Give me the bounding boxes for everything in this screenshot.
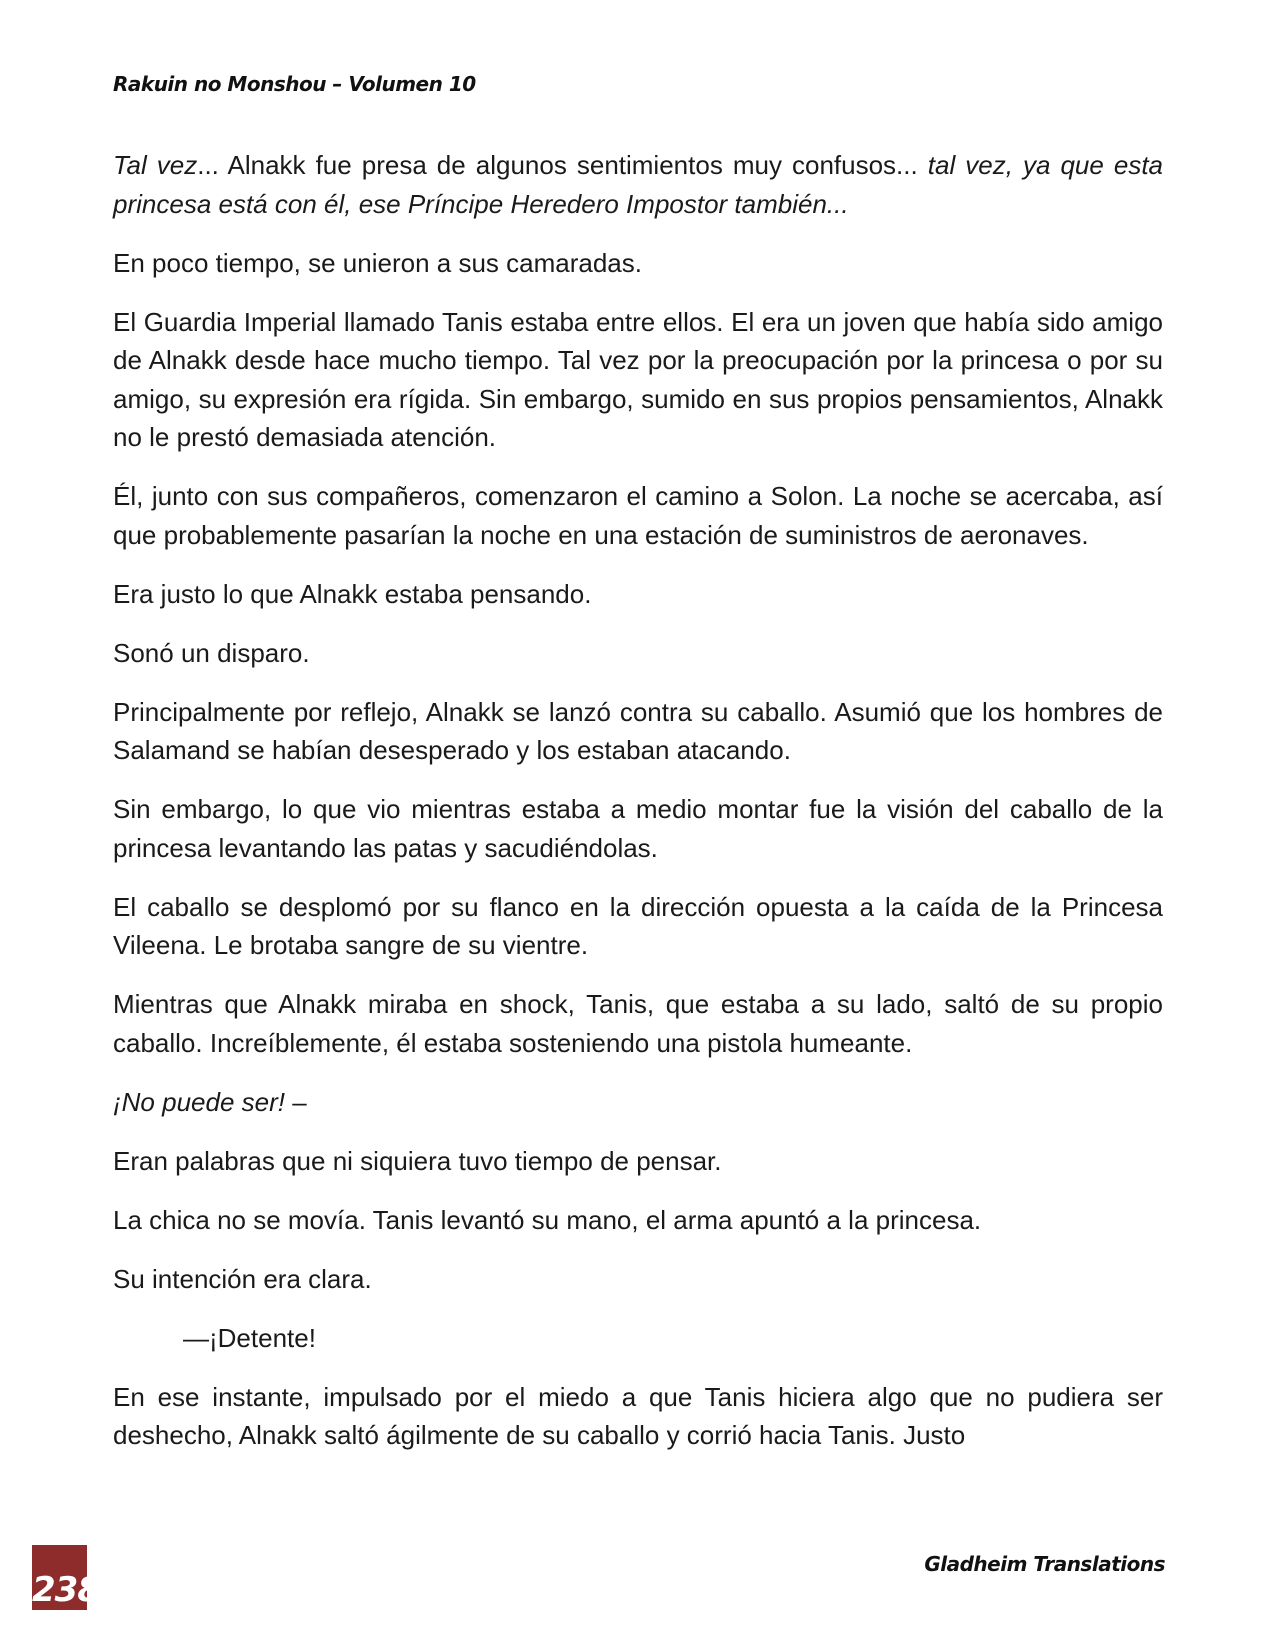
paragraph: Principalmente por reflejo, Alnakk se lanzó contra su caballo. Asumió que los hombres de Salamand se habían desesperado y los estaban atacando.	[113, 696, 1163, 765]
paragraph: En poco tiempo, se unieron a sus camaradas.	[113, 247, 642, 278]
text-span: ... Alnakk fue presa de algunos sentimientos muy confusos...	[197, 150, 928, 180]
italic-text-span: ¡No puede ser!	[113, 1086, 285, 1117]
paragraph: En ese instante, impulsado por el miedo a que Tanis hiciera algo que no pudiera ser deshecho, Alnakk saltó ágilmente de su caballo y corrió hacia Tanis. Justo	[113, 1381, 1163, 1450]
text-span: –	[284, 1086, 307, 1117]
footer-brand: Gladheim Translations	[924, 1552, 1165, 1576]
body-text	[113, 146, 1163, 1475]
paragraph: Mientras que Alnakk miraba en shock, Tanis, que estaba a su lado, saltó de su propio caballo. Increíblemente, él estaba sosteniendo una pistola humeante.	[113, 989, 1163, 1058]
paragraph: Sin embargo, lo que vio mientras estaba a medio montar fue la visión del caballo de la princesa levantando las patas y sacudiéndolas.	[113, 794, 1163, 863]
paragraph: Él, junto con sus compañeros, comenzaron el camino a Solon. La noche se acercaba, así que probablemente pasarían la noche en una estación de suministros de aeronaves.	[113, 481, 1163, 550]
paragraph: —¡Detente!	[183, 1322, 316, 1353]
italic-text-span: tal vez, ya que esta princesa está con él, ese Príncipe Heredero Impostor también...	[113, 150, 1164, 219]
paragraph: El caballo se desplomó por su flanco en la dirección opuesta a la caída de la Princesa Vileena. Le brotaba sangre de su vientre.	[113, 891, 1163, 960]
paragraph: Sonó un disparo.	[113, 637, 310, 668]
paragraph: La chica no se movía. Tanis levantó su mano, el arma apuntó a la princesa.	[113, 1204, 982, 1235]
running-header: Rakuin no Monshou – Volumen 10	[113, 72, 476, 96]
paragraph	[113, 1083, 1163, 1122]
paragraph	[113, 146, 1163, 223]
paragraph: Eran palabras que ni siquiera tuvo tiempo de pensar.	[113, 1145, 722, 1176]
paragraph: Su intención era clara.	[113, 1263, 372, 1294]
paragraph: El Guardia Imperial llamado Tanis estaba entre ellos. El era un joven que había sido amigo de Alnakk desde hace mucho tiempo. Tal vez por la preocupación por la princesa o por su amigo, su expresión era rígida. Sin embargo, sumido en sus propios pensamientos, Alnakk no le prestó demasiada atención.	[113, 306, 1163, 452]
page-number: 238	[32, 1570, 100, 1610]
italic-text-span: Tal vez	[113, 150, 198, 180]
paragraph: Era justo lo que Alnakk estaba pensando.	[113, 578, 592, 609]
